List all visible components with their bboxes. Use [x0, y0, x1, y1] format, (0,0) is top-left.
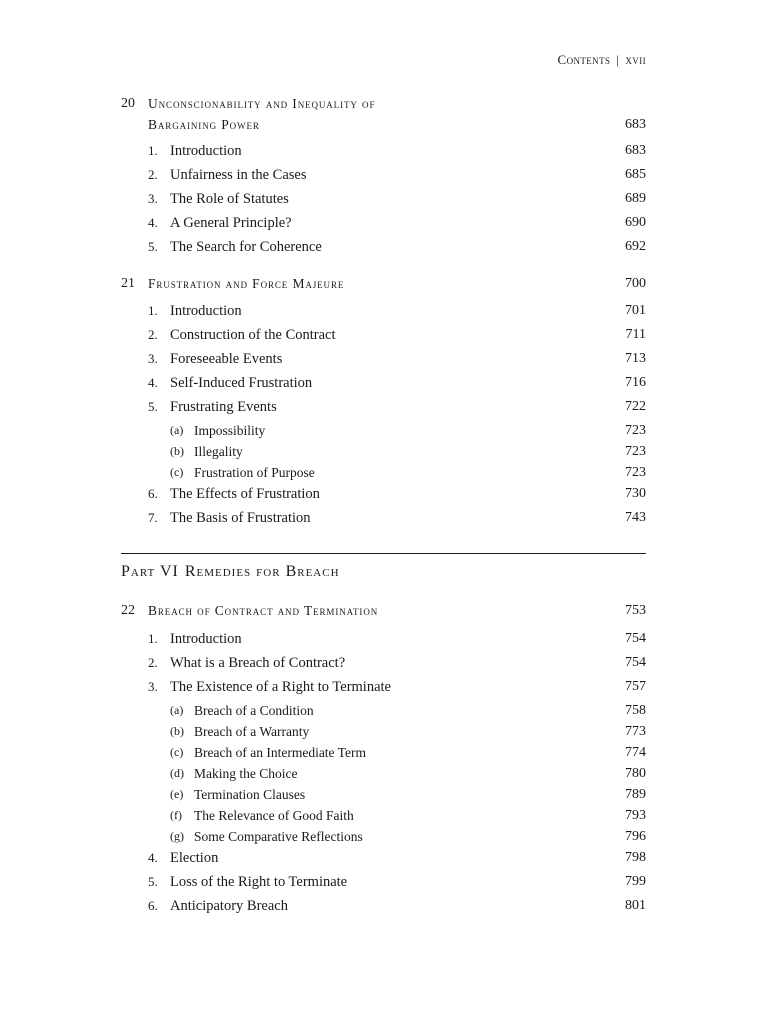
entry-number: 1.	[148, 303, 158, 318]
entry-number: 3.	[148, 679, 158, 694]
toc-subentry[interactable]	[121, 787, 646, 808]
entry-page-number: 722	[625, 399, 646, 414]
toc-entry[interactable]	[121, 898, 646, 922]
subentry-title: Making the Choice	[194, 766, 298, 781]
toc-entry[interactable]	[121, 655, 646, 679]
chapter-20	[121, 96, 646, 263]
entry-number: 2.	[148, 655, 158, 670]
toc-entry[interactable]	[121, 631, 646, 655]
subentry-page-number: 774	[625, 745, 646, 760]
subentry-letter: (a)	[170, 423, 184, 437]
entry-page-number: 701	[625, 303, 646, 318]
entry-title: Construction of the Contract	[170, 327, 336, 343]
running-head-separator: |	[616, 52, 620, 67]
entry-title: Anticipatory Breach	[170, 898, 288, 914]
chapter-22	[121, 603, 646, 922]
toc-entry[interactable]	[121, 486, 646, 510]
running-head	[558, 52, 646, 68]
subentry-page-number: 789	[625, 787, 646, 802]
entry-number: 4.	[148, 850, 158, 865]
part-title: Remedies for Breach	[184, 563, 340, 580]
toc-entry[interactable]	[121, 303, 646, 327]
toc-entry[interactable]	[121, 215, 646, 239]
subentry-letter: (d)	[170, 766, 184, 780]
subentry-title: Impossibility	[194, 423, 266, 438]
toc-subentry[interactable]	[121, 745, 646, 766]
subentry-title: Termination Clauses	[194, 787, 306, 802]
entry-title: The Existence of a Right to Terminate	[170, 679, 391, 695]
subentry-title: Frustration of Purpose	[194, 465, 315, 480]
entry-page-number: 685	[625, 167, 646, 182]
subentry-title: Some Comparative Reflections	[194, 829, 363, 844]
entry-page-number: 713	[625, 351, 646, 366]
chapter-heading[interactable]	[121, 96, 646, 117]
running-head-section: Contents	[557, 52, 611, 67]
entry-page-number: 683	[625, 143, 646, 158]
entry-number: 4.	[148, 215, 158, 230]
chapter-title: Bargaining Power	[148, 117, 260, 132]
entry-page-number: 711	[625, 327, 646, 342]
entry-page-number: 743	[625, 510, 646, 525]
entry-number: 3.	[148, 191, 158, 206]
entry-number: 1.	[148, 143, 158, 158]
part-label: Part VI	[121, 563, 179, 580]
entry-title: The Search for Coherence	[170, 239, 322, 255]
toc-entry[interactable]	[121, 239, 646, 263]
subentry-letter: (c)	[170, 745, 184, 759]
entry-title: Foreseeable Events	[170, 351, 283, 367]
entry-number: 3.	[148, 351, 158, 366]
entry-title: Election	[170, 850, 219, 866]
subentry-letter: (b)	[170, 444, 184, 458]
part-heading[interactable]	[121, 563, 340, 581]
entry-number: 6.	[148, 898, 158, 913]
chapter-page-number: 753	[625, 603, 646, 618]
entry-number: 4.	[148, 375, 158, 390]
toc-subentry[interactable]	[121, 724, 646, 745]
toc-subentry[interactable]	[121, 808, 646, 829]
toc-subentry[interactable]	[121, 829, 646, 850]
toc-subentry[interactable]	[121, 423, 646, 444]
entry-number: 5.	[148, 399, 158, 414]
subentry-letter: (e)	[170, 787, 184, 801]
subentry-page-number: 780	[625, 766, 646, 781]
entry-page-number: 689	[625, 191, 646, 206]
entry-number: 1.	[148, 631, 158, 646]
chapter-title: Unconscionability and Inequality of	[148, 96, 376, 111]
entry-number: 2.	[148, 167, 158, 182]
entry-number: 2.	[148, 327, 158, 342]
subentry-page-number: 723	[625, 465, 646, 480]
entry-page-number: 801	[625, 898, 646, 913]
entry-title: Frustrating Events	[170, 399, 277, 415]
chapter-page-number: 700	[625, 276, 646, 291]
subentry-page-number: 773	[625, 724, 646, 739]
entry-title: Introduction	[170, 631, 242, 647]
chapter-heading[interactable]	[121, 603, 646, 624]
toc-entry[interactable]	[121, 375, 646, 399]
subentry-page-number: 723	[625, 444, 646, 459]
toc-entry[interactable]	[121, 143, 646, 167]
contents-page	[121, 0, 646, 1024]
subentry-title: Illegality	[194, 444, 243, 459]
entry-title: What is a Breach of Contract?	[170, 655, 346, 671]
toc-entry[interactable]	[121, 510, 646, 534]
entry-title: Loss of the Right to Terminate	[170, 874, 348, 890]
entry-page-number: 798	[625, 850, 646, 865]
toc-subentry[interactable]	[121, 766, 646, 787]
subentry-letter: (f)	[170, 808, 182, 822]
toc-subentry[interactable]	[121, 465, 646, 486]
entry-title: A General Principle?	[170, 215, 292, 231]
entry-page-number: 692	[625, 239, 646, 254]
part-divider-rule	[121, 553, 646, 554]
entry-number: 6.	[148, 486, 158, 501]
chapter-title: Frustration and Force Majeure	[148, 276, 345, 291]
entry-number: 5.	[148, 874, 158, 889]
entry-title: Introduction	[170, 143, 242, 159]
running-head-page-number: xvii	[625, 52, 646, 67]
toc-entry[interactable]	[121, 351, 646, 375]
chapter-heading-continued[interactable]	[121, 117, 646, 138]
entry-page-number: 757	[625, 679, 646, 694]
toc-subentry[interactable]	[121, 444, 646, 465]
subentry-letter: (a)	[170, 703, 184, 717]
subentry-title: Breach of a Condition	[194, 703, 314, 718]
entry-title: The Basis of Frustration	[170, 510, 311, 526]
toc-entry[interactable]	[121, 167, 646, 191]
subentry-title: Breach of a Warranty	[194, 724, 310, 739]
entry-number: 7.	[148, 510, 158, 525]
entry-page-number: 690	[625, 215, 646, 230]
toc-entry[interactable]	[121, 191, 646, 215]
entry-number: 5.	[148, 239, 158, 254]
chapter-title: Breach of Contract and Termination	[148, 603, 379, 618]
entry-page-number: 799	[625, 874, 646, 889]
subentry-page-number: 796	[625, 829, 646, 844]
chapter-number: 22	[121, 603, 135, 618]
subentry-title: Breach of an Intermediate Term	[194, 745, 366, 760]
chapter-number: 21	[121, 276, 135, 291]
entry-page-number: 716	[625, 375, 646, 390]
entry-page-number: 730	[625, 486, 646, 501]
chapter-21	[121, 276, 646, 534]
subentry-page-number: 793	[625, 808, 646, 823]
entry-title: Introduction	[170, 303, 242, 319]
toc-entry[interactable]	[121, 850, 646, 874]
toc-entry[interactable]	[121, 874, 646, 898]
entry-title: Self-Induced Frustration	[170, 375, 313, 391]
entry-page-number: 754	[625, 655, 646, 670]
toc-entry[interactable]	[121, 399, 646, 423]
entry-title: The Role of Statutes	[170, 191, 289, 207]
subentry-page-number: 723	[625, 423, 646, 438]
chapter-heading[interactable]	[121, 276, 646, 297]
toc-entry[interactable]	[121, 679, 646, 703]
entry-page-number: 754	[625, 631, 646, 646]
toc-entry[interactable]	[121, 327, 646, 351]
toc-subentry[interactable]	[121, 703, 646, 724]
chapter-number: 20	[121, 96, 135, 111]
subentry-page-number: 758	[625, 703, 646, 718]
subentry-letter: (b)	[170, 724, 184, 738]
entry-title: The Effects of Frustration	[170, 486, 320, 502]
subentry-letter: (g)	[170, 829, 184, 843]
entry-title: Unfairness in the Cases	[170, 167, 307, 183]
subentry-letter: (c)	[170, 465, 184, 479]
subentry-title: The Relevance of Good Faith	[194, 808, 354, 823]
chapter-page-number: 683	[625, 117, 646, 132]
